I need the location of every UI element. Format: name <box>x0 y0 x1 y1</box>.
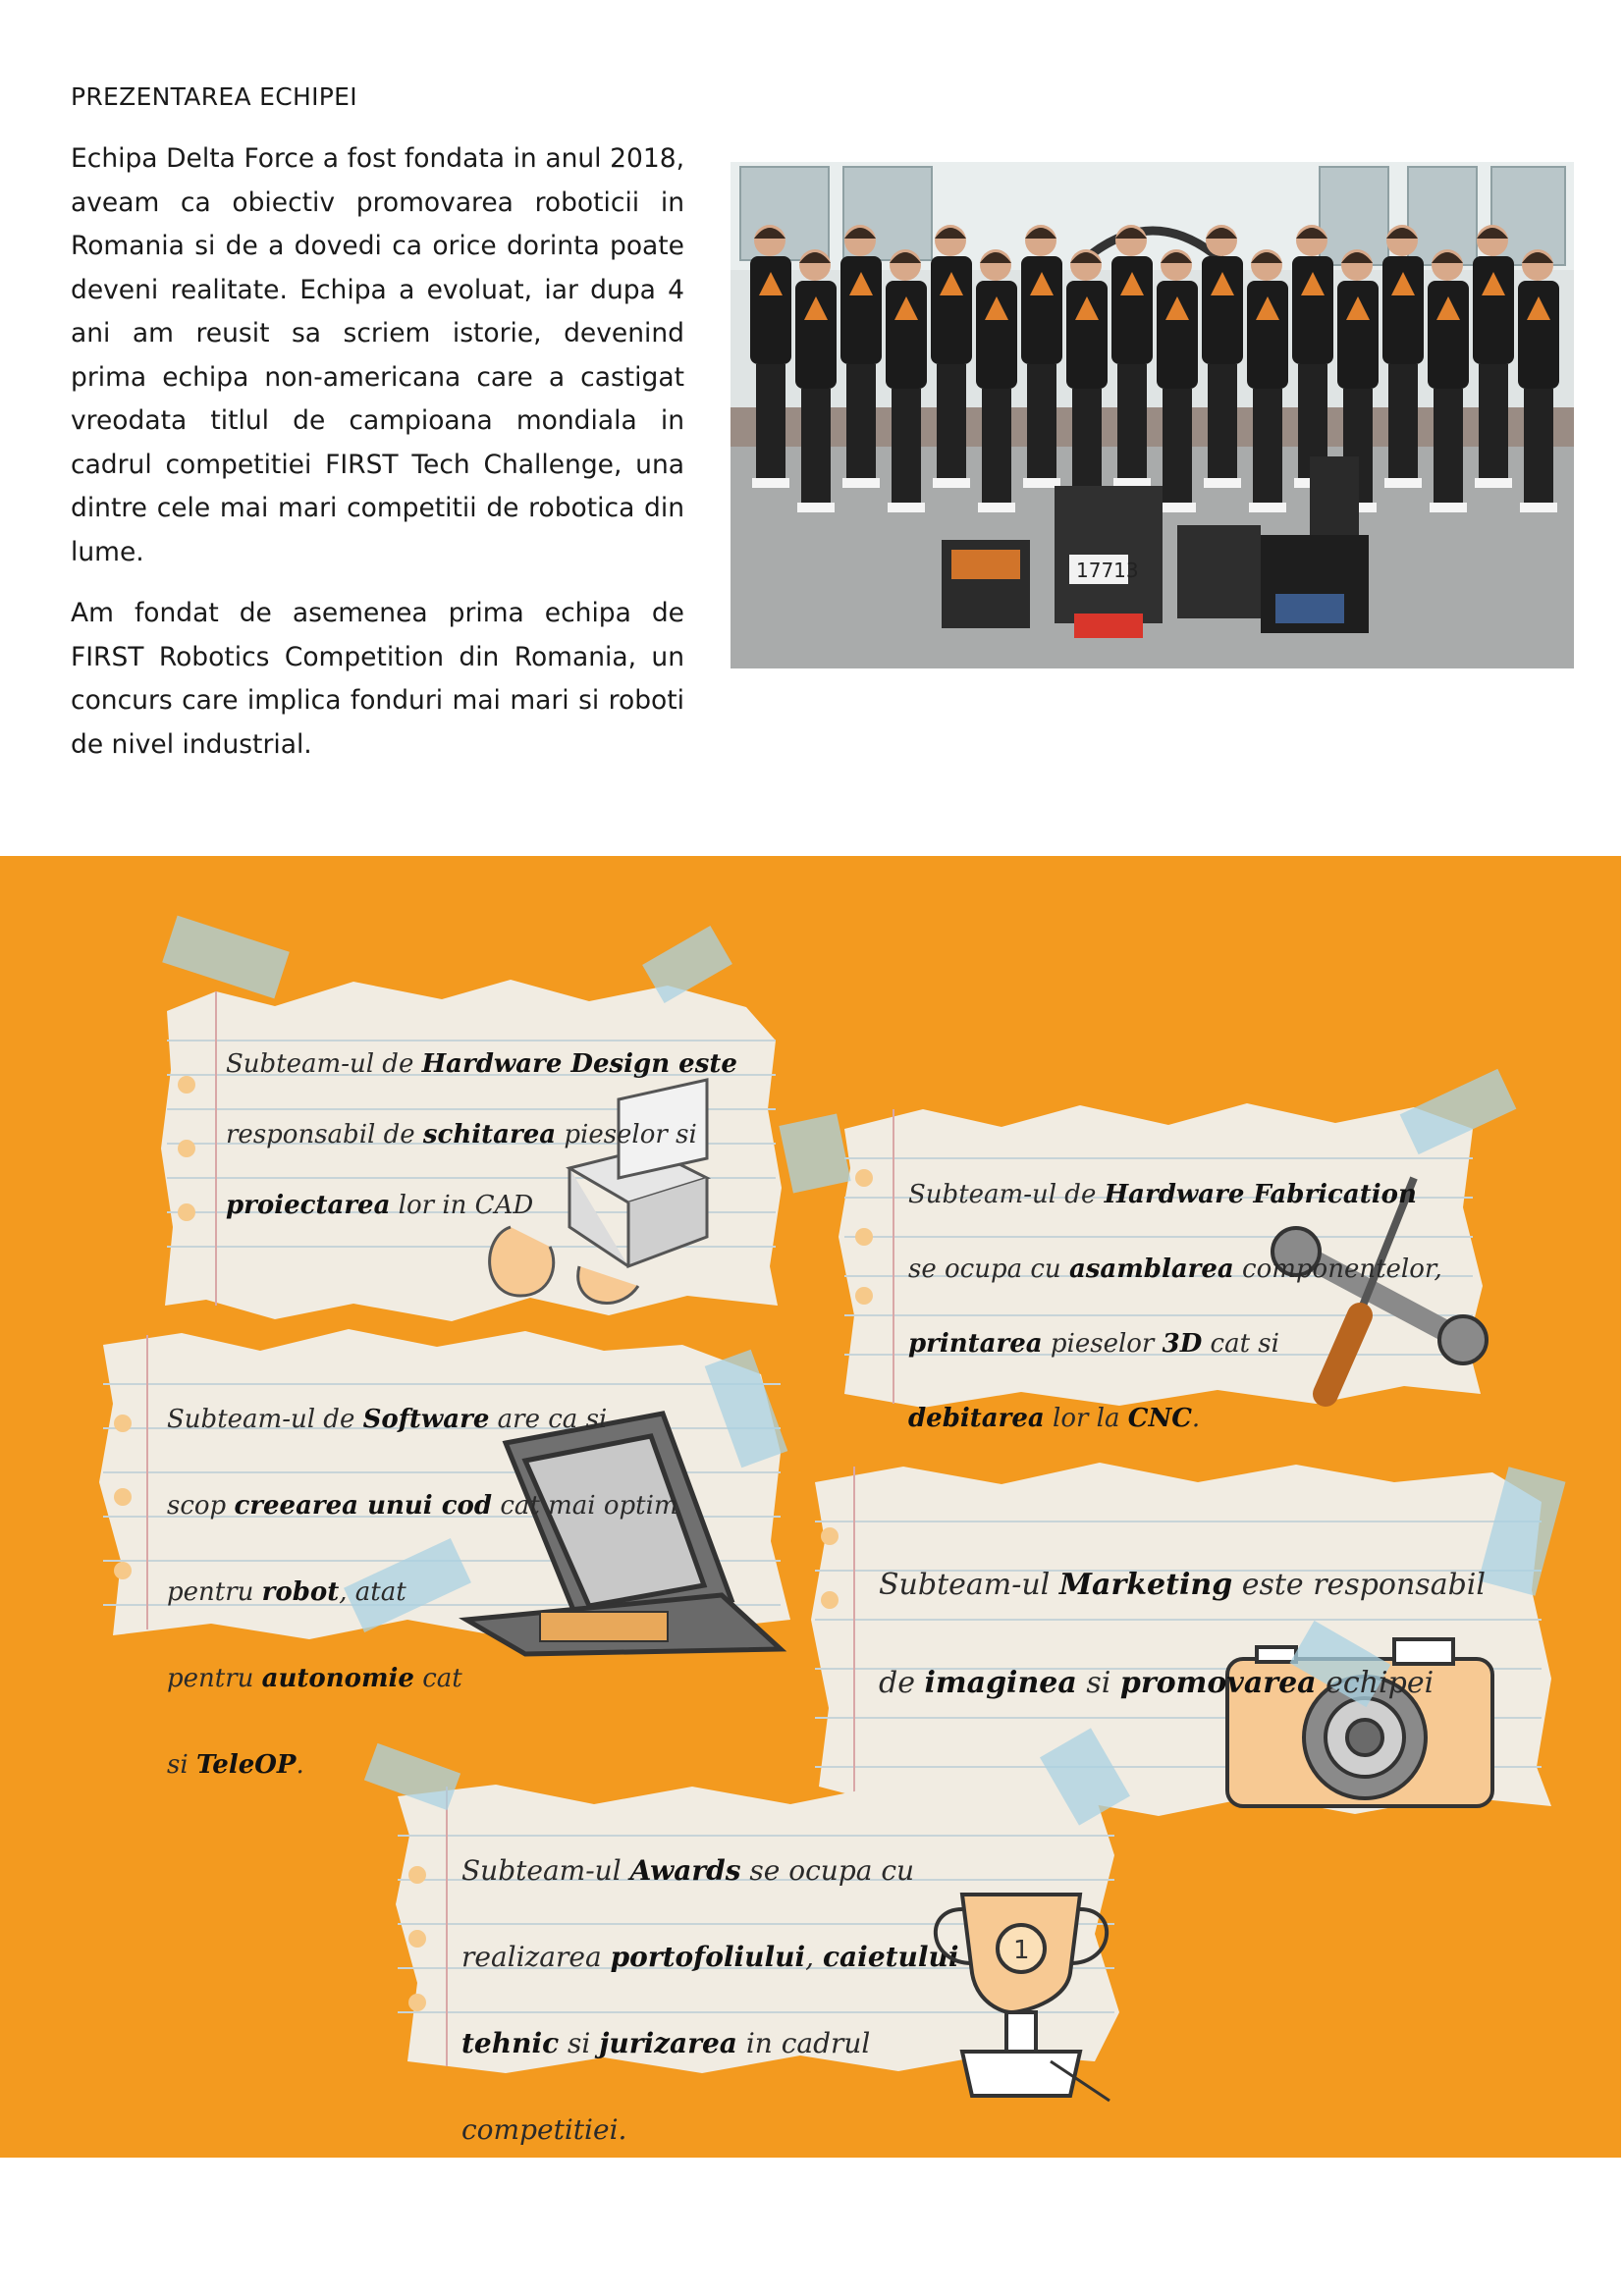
team-member-figure <box>1428 249 1469 512</box>
team-member-figure <box>931 225 972 488</box>
text-run: scop <box>167 1491 235 1521</box>
text-run: componentelor, <box>1233 1255 1442 1284</box>
note-line <box>167 1398 678 1441</box>
text-run-bold: TeleOP <box>195 1750 297 1780</box>
text-run: pieselor <box>1042 1329 1163 1359</box>
text-run: Subteam-ul de <box>908 1180 1105 1209</box>
note-line <box>226 1188 737 1223</box>
team-member-figure <box>1066 249 1108 512</box>
text-run: se ocupa cu <box>740 1854 915 1887</box>
trophy-number: 1 <box>1013 1936 1030 1965</box>
text-run-bold: autonomie <box>261 1664 414 1693</box>
note-line <box>226 1046 737 1082</box>
text-run: se ocupa cu <box>908 1255 1069 1284</box>
text-run: cat <box>413 1664 462 1693</box>
note-line <box>908 1251 1442 1288</box>
note-line <box>226 1117 737 1152</box>
text-run: cat si <box>1202 1329 1279 1359</box>
note-marketing-text <box>879 1512 1486 1757</box>
note-hardware-fabrication <box>825 1099 1492 1433</box>
note-line <box>167 1657 678 1700</box>
text-run: pentru <box>167 1664 262 1693</box>
note-line <box>461 2022 959 2065</box>
team-member-figure <box>1518 249 1559 512</box>
note-line <box>908 1176 1442 1213</box>
note-hardware-design-text <box>226 1011 737 1258</box>
text-run-bold: Software <box>362 1405 490 1434</box>
note-line <box>879 1561 1486 1610</box>
text-run-bold: schitarea <box>422 1120 557 1149</box>
text-run-bold: caietului <box>822 1941 959 1973</box>
text-run: realizarea <box>461 1941 611 1973</box>
note-line <box>879 1659 1486 1708</box>
note-line <box>908 1400 1442 1437</box>
text-run-bold: Marketing <box>1058 1568 1233 1602</box>
note-line <box>461 2109 959 2152</box>
team-photo-illustration <box>731 162 1574 668</box>
intro-paragraph-1: Echipa Delta Force a fost fondata in anul 2018, aveam ca obiectiv promovarea roboticii in Romania si de a dovedi ca orice dorinta poate deveni realitate. Echipa a evoluat, iar dupa 4 ani am reusit sa scriem istorie, devenind prima echipa non-americana care a castigat vreodata titlul de campioana mondiala in cadrul competitiei FIRST Tech Challenge, una dintre cele mai mari competitii de robotica din lume. <box>71 143 684 567</box>
text-run-bold: portofoliului <box>610 1941 806 1973</box>
text-run: lor in CAD <box>390 1191 534 1220</box>
team-member-figure <box>1382 225 1424 488</box>
note-line <box>167 1484 678 1527</box>
team-member-figure <box>1111 225 1153 488</box>
text-run: echipei <box>1316 1666 1435 1700</box>
text-run: si <box>167 1750 196 1780</box>
note-line <box>908 1325 1442 1362</box>
team-member-figure <box>886 249 927 512</box>
page-heading: PREZENTAREA ECHIPEI <box>71 82 357 111</box>
text-run-bold: Hardware Fabrication <box>1104 1180 1417 1209</box>
team-member-figure <box>840 225 882 488</box>
text-run: lor la <box>1044 1404 1128 1433</box>
text-run-bold: promovarea <box>1119 1666 1317 1700</box>
text-run: Subteam-ul <box>879 1568 1059 1602</box>
text-run-bold: 3D <box>1162 1329 1203 1359</box>
text-run-bold: tehnic <box>461 2027 560 2059</box>
text-run: Subteam-ul <box>461 1854 630 1887</box>
text-run: in cadrul <box>736 2027 871 2059</box>
text-run-bold: proiectarea <box>226 1191 391 1220</box>
text-run: . <box>296 1750 304 1780</box>
text-run: de <box>879 1666 925 1700</box>
note-line <box>461 1849 959 1893</box>
text-run: pentru <box>167 1577 262 1607</box>
note-line <box>167 1571 678 1614</box>
text-run: , <box>805 1941 823 1973</box>
text-run-bold: robot <box>261 1577 340 1607</box>
text-run: Subteam-ul de <box>167 1405 363 1434</box>
team-photo <box>731 162 1574 668</box>
team-member-figure <box>1157 249 1198 512</box>
text-run-bold: jurizarea <box>599 2027 737 2059</box>
team-member-figure <box>1292 225 1333 488</box>
intro-text <box>71 137 684 784</box>
text-run: cat mai optim <box>492 1491 678 1521</box>
note-awards-text <box>461 1806 959 2195</box>
text-run: are ca si <box>489 1405 608 1434</box>
text-run: este responsabil <box>1232 1568 1486 1602</box>
text-run-bold: Awards <box>629 1854 741 1887</box>
text-run: si <box>559 2027 600 2059</box>
robot-number-label: 17713 <box>1076 559 1139 582</box>
text-run-bold: imaginea <box>924 1666 1077 1700</box>
team-member-figure <box>1021 225 1062 488</box>
text-run: si <box>1076 1666 1120 1700</box>
text-run: , atat <box>339 1577 406 1607</box>
text-run-bold: debitarea <box>908 1404 1045 1433</box>
team-member-figure <box>976 249 1017 512</box>
text-run: competitiei. <box>461 2113 627 2146</box>
note-software <box>93 1325 810 1780</box>
text-run-bold: Hardware Design este <box>421 1049 737 1079</box>
trophy-icon <box>903 1865 1168 2120</box>
intro-paragraph-2: Am fondat de asemenea prima echipa de FIRST Robotics Competition din Romania, un concurs care implica fonduri mai mari si roboti de nivel industrial. <box>71 598 684 760</box>
note-hardware-fabrication-text <box>908 1139 1442 1474</box>
text-run-bold: CNC <box>1127 1404 1192 1433</box>
team-member-figure <box>750 225 791 488</box>
text-run: . <box>1191 1404 1201 1433</box>
team-member-figure <box>1202 225 1243 488</box>
text-run-bold: creearea unui cod <box>234 1491 493 1521</box>
text-run-bold: asamblarea <box>1068 1255 1234 1284</box>
note-marketing <box>805 1453 1561 1826</box>
text-run: responsabil de <box>226 1120 423 1149</box>
note-software-text <box>167 1355 678 1830</box>
team-member-figure <box>1473 225 1514 488</box>
note-hardware-design <box>157 972 785 1325</box>
text-run: Subteam-ul de <box>226 1049 422 1079</box>
team-member-figure <box>1247 249 1288 512</box>
text-run: pieselor si <box>556 1120 697 1149</box>
team-member-figure <box>795 249 837 512</box>
text-run-bold: printarea <box>908 1329 1043 1359</box>
note-line <box>461 1936 959 1979</box>
